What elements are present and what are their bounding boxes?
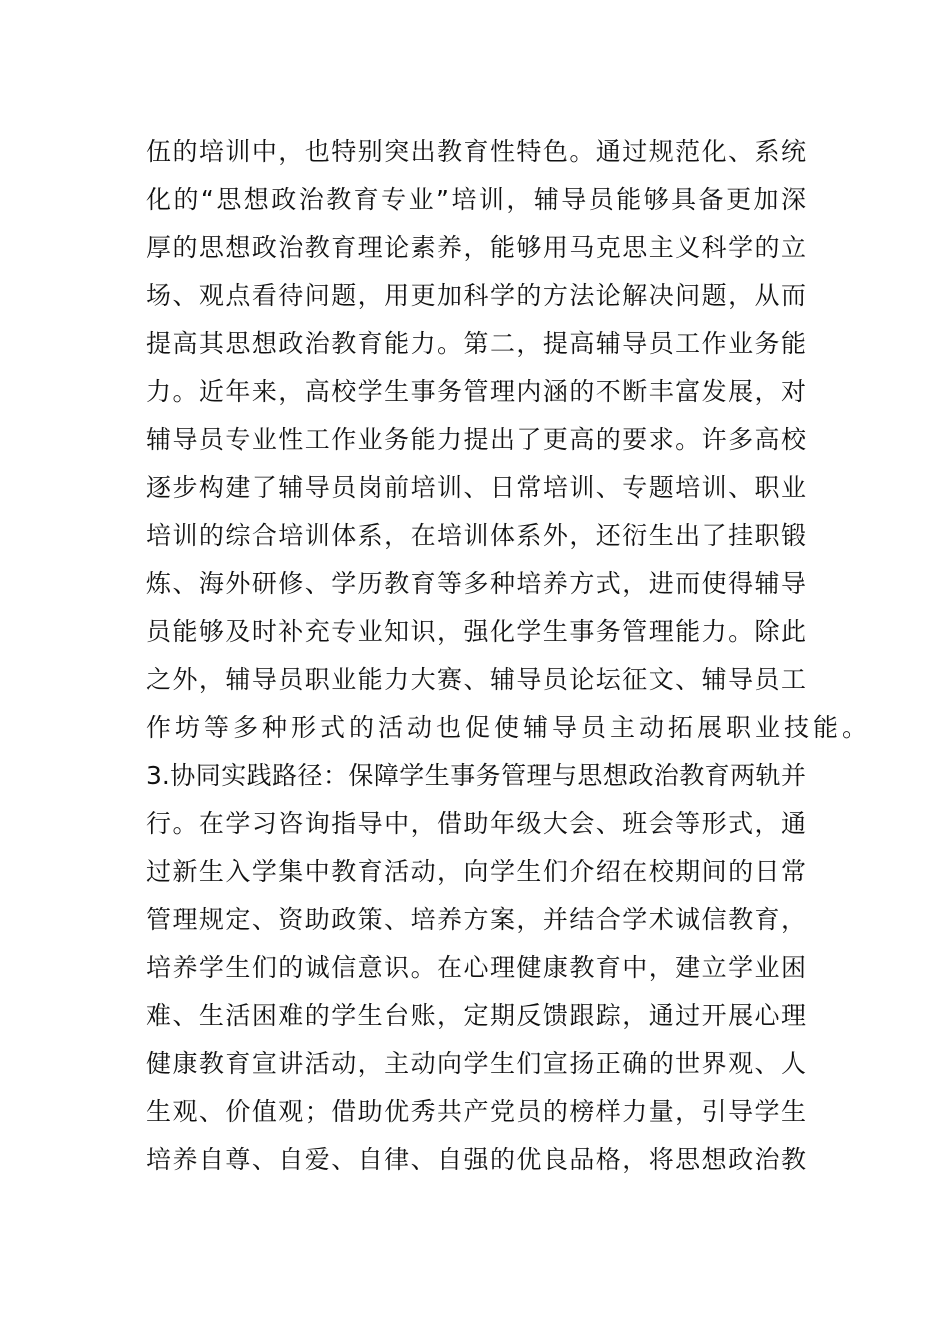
text-line: 培养学生们的诚信意识。在心理健康教育中，建立学业困 bbox=[146, 953, 806, 982]
text-line: 伍的培训中，也特别突出教育性特色。通过规范化、系统 bbox=[146, 137, 806, 166]
text-line: 员能够及时补充专业知识，强化学生事务管理能力。除此 bbox=[146, 617, 806, 646]
text-line: 健康教育宣讲活动，主动向学生们宣扬正确的世界观、人 bbox=[146, 1049, 806, 1078]
text-line: 作坊等多种形式的活动也促使辅导员主动拓展职业技能。 bbox=[146, 713, 872, 742]
text-line: 生观、价值观；借助优秀共产党员的榜样力量，引导学生 bbox=[146, 1097, 806, 1126]
body-text bbox=[146, 128, 872, 1184]
text-line: 之外，辅导员职业能力大赛、辅导员论坛征文、辅导员工 bbox=[146, 665, 806, 694]
text-line: 行。在学习咨询指导中，借助年级大会、班会等形式，通 bbox=[146, 809, 806, 838]
text-line: 管理规定、资助政策、培养方案，并结合学术诚信教育， bbox=[146, 905, 806, 934]
text-line: 过新生入学集中教育活动，向学生们介绍在校期间的日常 bbox=[146, 857, 806, 886]
section-heading-line: 3.协同实践路径：保障学生事务管理与思想政治教育两轨并 bbox=[146, 761, 806, 790]
text-line: 逐步构建了辅导员岗前培训、日常培训、专题培训、职业 bbox=[146, 473, 806, 502]
text-line: 培养自尊、自爱、自律、自强的优良品格，将思想政治教 bbox=[146, 1145, 806, 1174]
text-line: 厚的思想政治教育理论素养，能够用马克思主义科学的立 bbox=[146, 233, 806, 262]
text-line: 力。近年来，高校学生事务管理内涵的不断丰富发展，对 bbox=[146, 377, 806, 406]
text-line: 场、观点看待问题，用更加科学的方法论解决问题，从而 bbox=[146, 281, 806, 310]
text-line: 炼、海外研修、学历教育等多种培养方式，进而使得辅导 bbox=[146, 569, 806, 598]
text-line: 难、生活困难的学生台账，定期反馈跟踪，通过开展心理 bbox=[146, 1001, 806, 1030]
text-line: 辅导员专业性工作业务能力提出了更高的要求。许多高校 bbox=[146, 425, 806, 454]
text-line: 提高其思想政治教育能力。第二，提高辅导员工作业务能 bbox=[146, 329, 806, 358]
text-line: 化的“思想政治教育专业”培训，辅导员能够具备更加深 bbox=[146, 185, 806, 214]
text-line: 培训的综合培训体系，在培训体系外，还衍生出了挂职锻 bbox=[146, 521, 806, 550]
